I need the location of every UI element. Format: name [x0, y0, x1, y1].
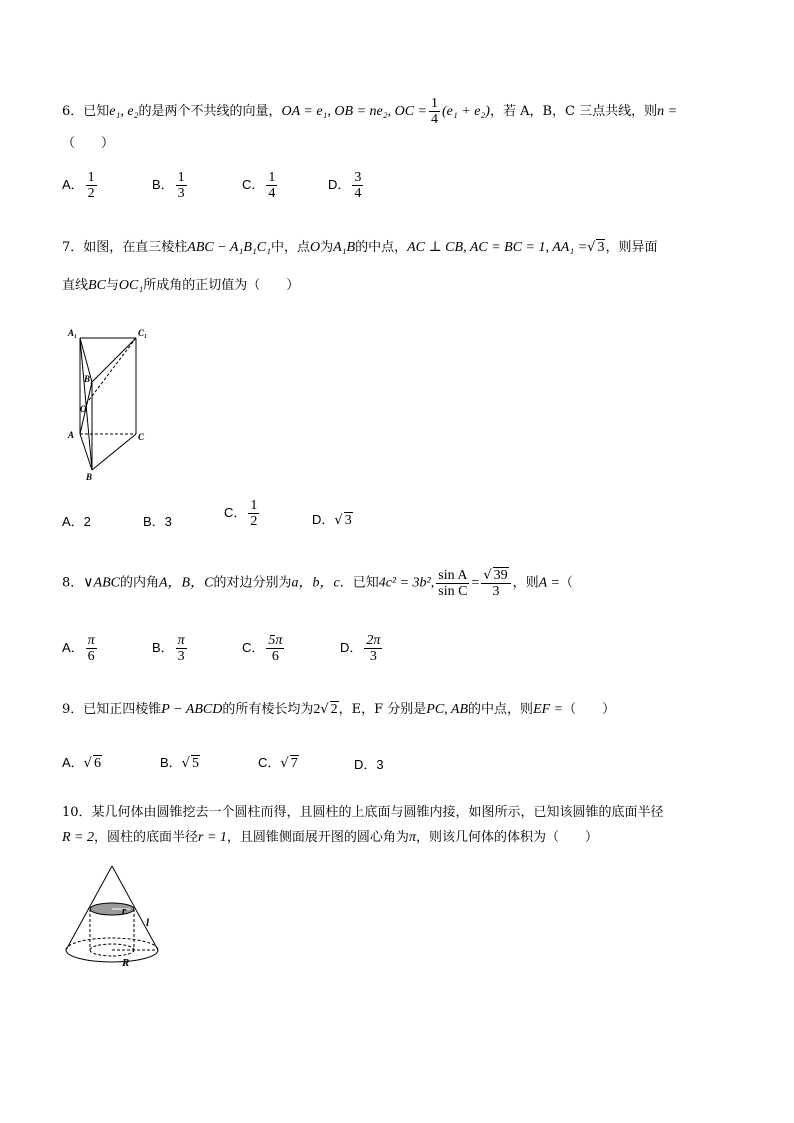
q6-option-a[interactable]: A． $\frac{1}{2}$	[62, 170, 95, 201]
label-c1: C₁	[138, 328, 148, 338]
question-6: 6．已知e₁, e₂的是两个不共线的向量，OA = e₁, OB = ne₂, OC = $\frac{1}{4}$ (e₁ + e₂)，若 A，B，C 三点共线，则n =	[62, 96, 678, 127]
label-o: O	[80, 404, 87, 414]
question-8: 8．∨ABC的内角A，B，C的对边分别为a，b，c．已知4c² = 3b², $\frac{\text{sin A}}{\text{sin C}}$ = $\frac{√ 39}{3}$ ，则A =（	[62, 567, 573, 599]
label-b: B	[86, 472, 93, 482]
question-6-paren: （ ）	[62, 136, 115, 151]
q6-option-b[interactable]: B． $\frac{1}{3}$	[152, 170, 185, 201]
fraction-1-4: $\frac{1}{4}$	[431, 96, 438, 127]
q7-option-a[interactable]: A．2	[62, 514, 91, 529]
label-l: l	[146, 917, 150, 929]
q6-option-d[interactable]: D． $\frac{3}{4}$	[328, 170, 362, 201]
label-a: A	[68, 430, 75, 440]
q8-option-a[interactable]: A． $\frac{\pi}{6}$	[62, 633, 95, 664]
q8-option-b[interactable]: B． $\frac{\pi}{3}$	[152, 633, 185, 664]
question-7: 7．如图，在直三棱柱ABC − A₁B₁C₁中，点O为A₁B的中点，AC ⊥ CB, AC = BC = 1, AA₁ =√ 3，则异面	[62, 240, 658, 255]
label-R: R	[122, 957, 130, 969]
q9-option-a[interactable]: A．√ 6	[62, 755, 101, 771]
label-a1: A₁	[68, 328, 78, 338]
q9-option-d[interactable]: D．3	[354, 757, 384, 772]
q6-option-c[interactable]: C． $\frac{1}{4}$	[242, 170, 276, 201]
q7-option-c[interactable]: C． $\frac{1}{2}$	[224, 498, 258, 529]
question-10: 10．某几何体由圆锥挖去一个圆柱而得，且圆柱的上底面与圆锥内接，如图所示，已知该圆锥的底面半径	[62, 805, 664, 820]
cone-figure	[60, 862, 172, 974]
label-c: C	[138, 432, 145, 442]
q9-option-c[interactable]: C．√ 7	[258, 755, 298, 771]
vector-equation: OA = e₁, OB = ne₂, OC =	[281, 104, 427, 119]
question-9: 9．已知正四棱锥P − ABCD的所有棱长均为2√ 2，E，F 分别是PC, AB的中点，则EF =（ ）	[62, 702, 616, 717]
q7-option-b[interactable]: B．3	[143, 514, 172, 529]
q7-option-d[interactable]: D．√ 3	[312, 512, 352, 528]
question-7-line2: 直线BC与OC₁所成角的正切值为（ ）	[62, 278, 300, 293]
question-10-line2: R = 2，圆柱的底面半径r = 1，且圆锥侧面展开图的圆心角为π，则该几何体的体积为（ ）	[62, 830, 598, 845]
q9-option-b[interactable]: B．√ 5	[160, 755, 199, 771]
prism-figure	[60, 322, 160, 482]
label-r: r	[122, 905, 127, 917]
vector-e1-e2: e₁, e₂	[109, 104, 139, 119]
label-b1: B₁	[84, 374, 94, 384]
q8-option-c[interactable]: C． $\frac{5\pi}{6}$	[242, 633, 283, 664]
q8-option-d[interactable]: D． $\frac{2\pi}{3}$	[340, 633, 381, 664]
